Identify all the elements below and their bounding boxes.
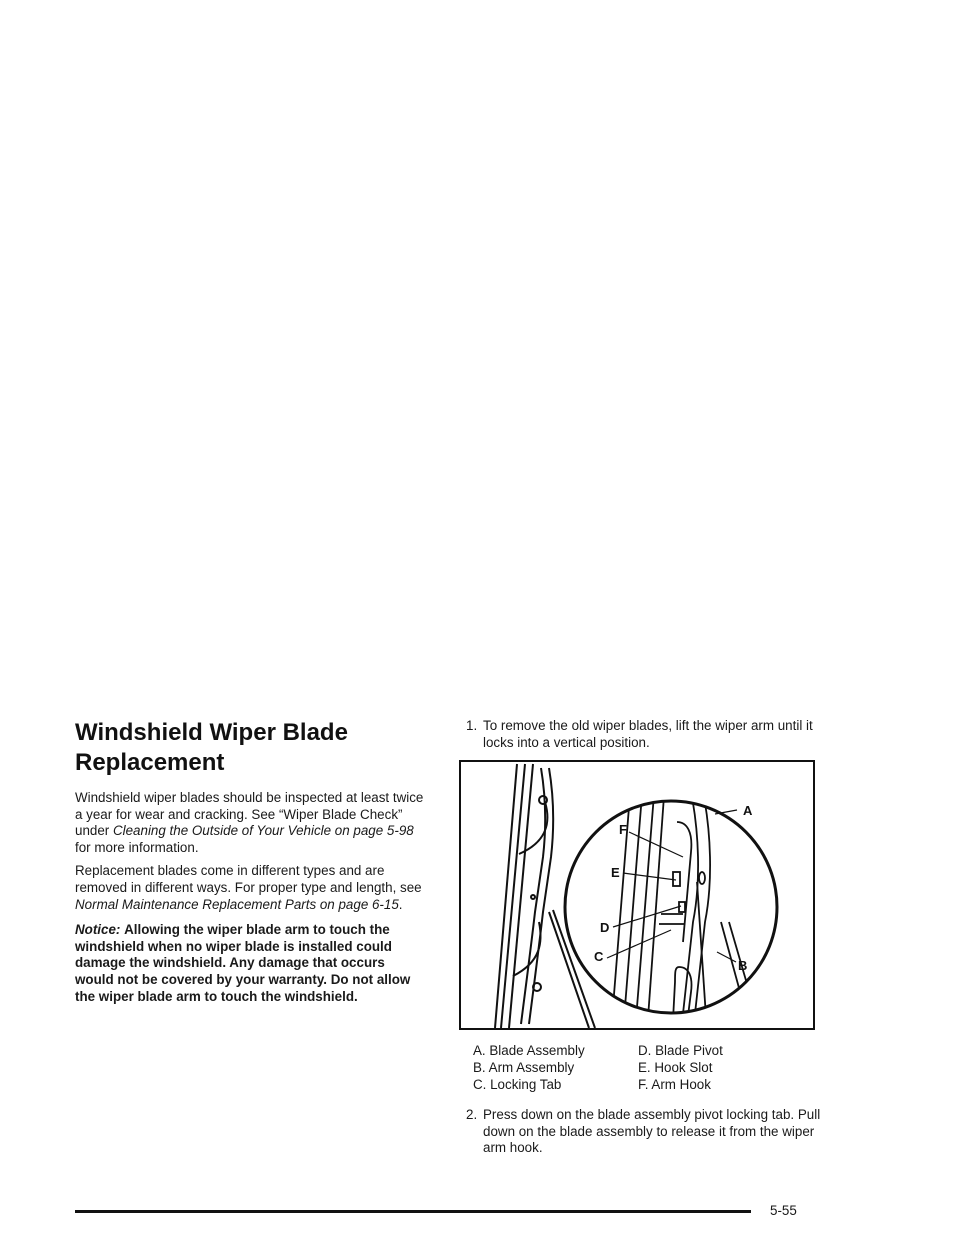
notice-paragraph [75, 922, 425, 1005]
callout-e: E [611, 865, 620, 880]
replacement-paragraph: Replacement blades come in different types and are removed in different ways. For proper type and length, see Normal Maintenance Replacement Parts on page 6-15. [75, 863, 422, 912]
intro-paragraph: Windshield wiper blades should be inspected at least twice a year for wear and cracking. See “Wiper Blade Check” under Cleaning the Outside of Your Vehicle on page 5-98 for more information. [75, 790, 424, 855]
step-2 [466, 1107, 826, 1157]
figure-legend [473, 1042, 803, 1094]
footer-rule [75, 1210, 751, 1213]
legend-right-column [638, 1042, 803, 1094]
legend-item: C. Locking Tab [473, 1077, 562, 1093]
magnifier-circle [565, 801, 777, 1013]
step-number: 1. [466, 718, 478, 733]
callout-a: A [743, 803, 753, 818]
step-text: Press down on the blade assembly pivot locking tab. Pull down on the blade assembly to release it from the wiper arm hook. [483, 1107, 821, 1156]
cross-reference-link[interactable]: Cleaning the Outside of Your Vehicle on page 5-98 [112, 823, 414, 839]
step-1 [466, 718, 826, 751]
left-column [75, 718, 425, 1005]
section-title [75, 718, 425, 778]
notice-text: Allowing the wiper blade arm to touch the windshield when no wiper blade is installed could damage the windshield. Any damage that occurs would not be covered by your warranty. Do not allow the wiper blade arm to touch the windshield. [75, 922, 411, 1004]
legend-item: E. Hook Slot [638, 1060, 713, 1076]
callout-b: B [738, 958, 748, 973]
legend-item: F. Arm Hook [638, 1077, 711, 1093]
legend-item: D. Blade Pivot [638, 1043, 723, 1058]
callout-d: D [600, 920, 610, 935]
wiper-diagram [461, 762, 813, 1028]
step-text: To remove the old wiper blades, lift the wiper arm until it locks into a vertical position. [483, 718, 813, 750]
wiper-blade-illustration [459, 760, 815, 1030]
legend-item: A. Blade Assembly [473, 1043, 585, 1058]
legend-item: B. Arm Assembly [473, 1060, 575, 1076]
section-title-line1: Windshield Wiper Blade [75, 719, 348, 746]
legend-left-column [473, 1042, 638, 1094]
callout-c: C [594, 949, 604, 964]
notice-label: Notice: [75, 922, 121, 938]
step-number: 2. [466, 1107, 478, 1122]
section-title-line2: Replacement [75, 749, 225, 776]
page-number: 5-55 [770, 1203, 797, 1218]
callout-f: F [619, 822, 627, 837]
cross-reference-link[interactable]: Normal Maintenance Replacement Parts on page 6-15 [75, 896, 399, 912]
